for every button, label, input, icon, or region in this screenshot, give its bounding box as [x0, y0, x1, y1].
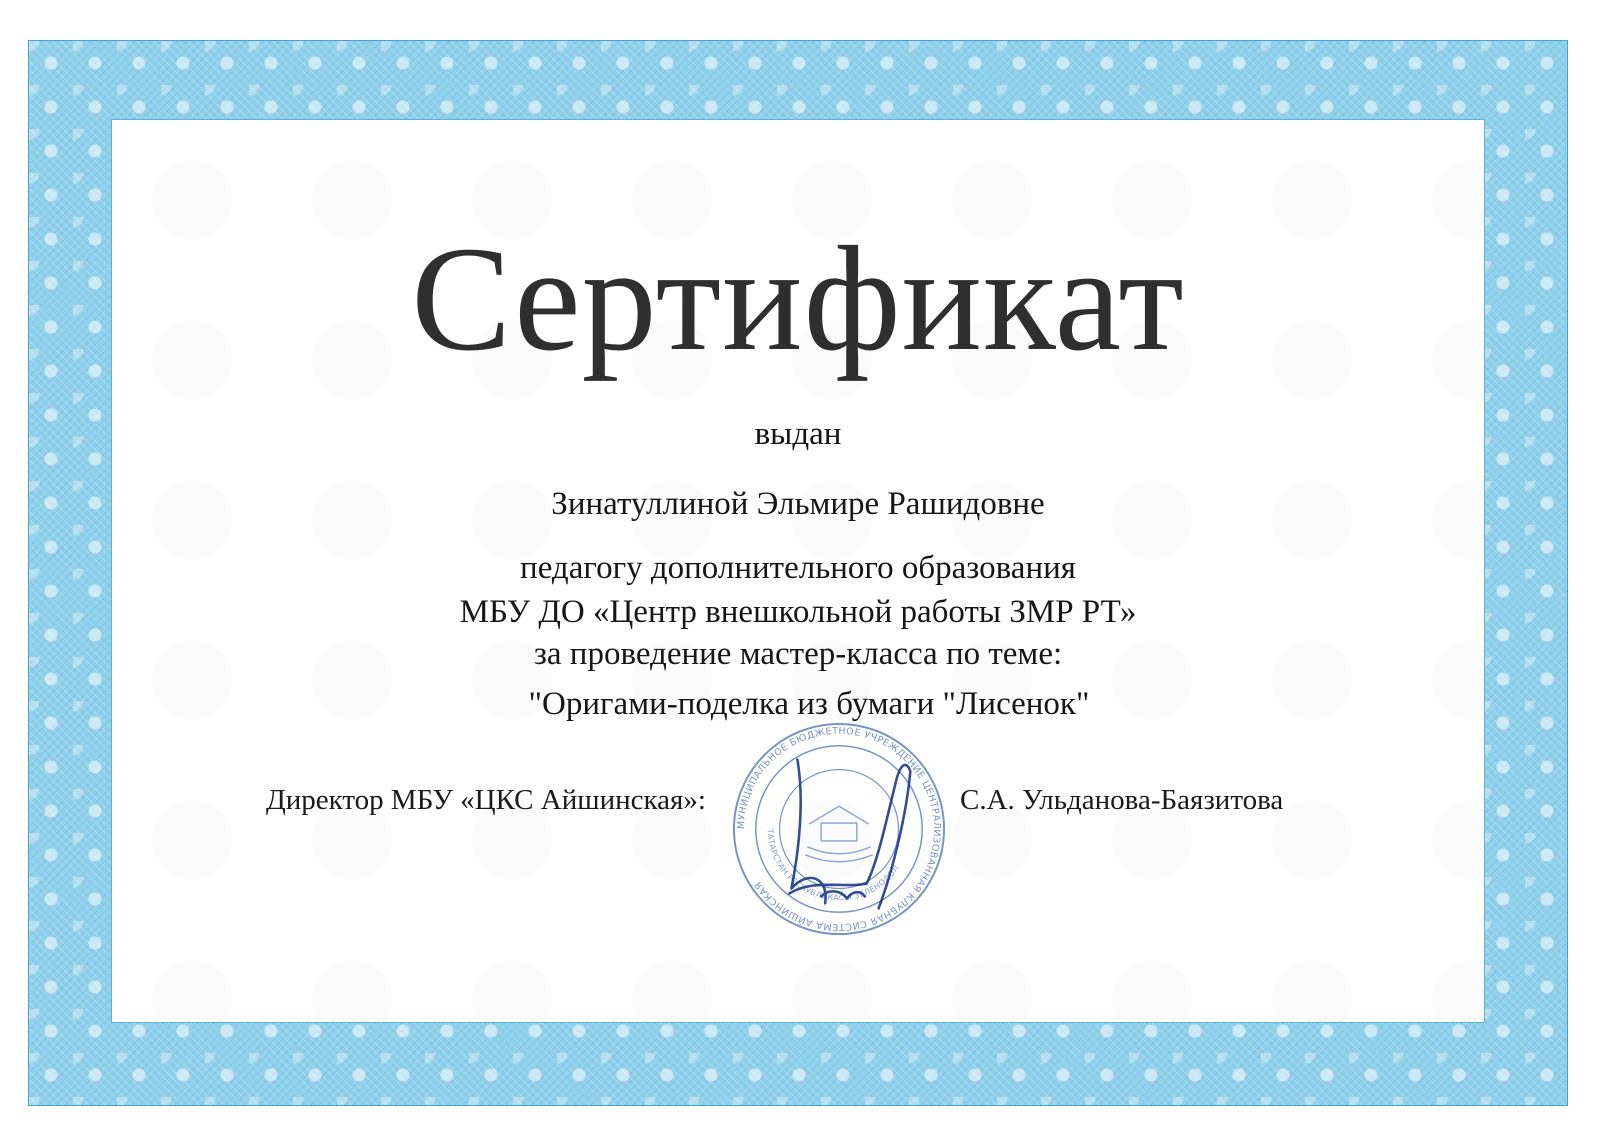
recipient-name: Зинатуллиной Эльмире Рашидовне	[551, 486, 1045, 522]
award-reason: за проведение мастер-класса по теме:	[533, 636, 1063, 672]
signer-title: Директор МБУ «ЦКС Айшинская»:	[266, 784, 706, 816]
signer-name: С.А. Ульданова-Баязитова	[960, 784, 1284, 816]
seal-emblem	[805, 806, 872, 861]
certificate-title: Сертификат	[411, 216, 1185, 382]
recipient-organization: МБУ ДО «Центр внешкольной работы ЗМР РТ»	[459, 594, 1137, 630]
certificate-body	[111, 119, 1485, 1023]
masterclass-topic: "Оригами-поделка из бумаги "Лисенок"	[528, 686, 1090, 722]
issued-label: выдан	[754, 416, 842, 452]
seal-inner-text: ТАТАРСТАН РЕСПУБЛИКАСЫ ЗЕЛЕНОДОЛ	[765, 828, 901, 903]
recipient-position: педагогу дополнительного образования	[520, 550, 1076, 586]
decorative-border	[28, 40, 1568, 1106]
seal-outer-text: МУНИЦИПАЛЬНОЕ БЮДЖЕТНОЕ УЧРЕЖДЕНИЕ ЦЕНТРАЛИЗОВАННАЯ КЛУБНАЯ СИСТЕМА АЙШИНСКАЯ	[735, 725, 943, 933]
director-signature	[789, 760, 910, 909]
official-seal	[730, 720, 948, 938]
